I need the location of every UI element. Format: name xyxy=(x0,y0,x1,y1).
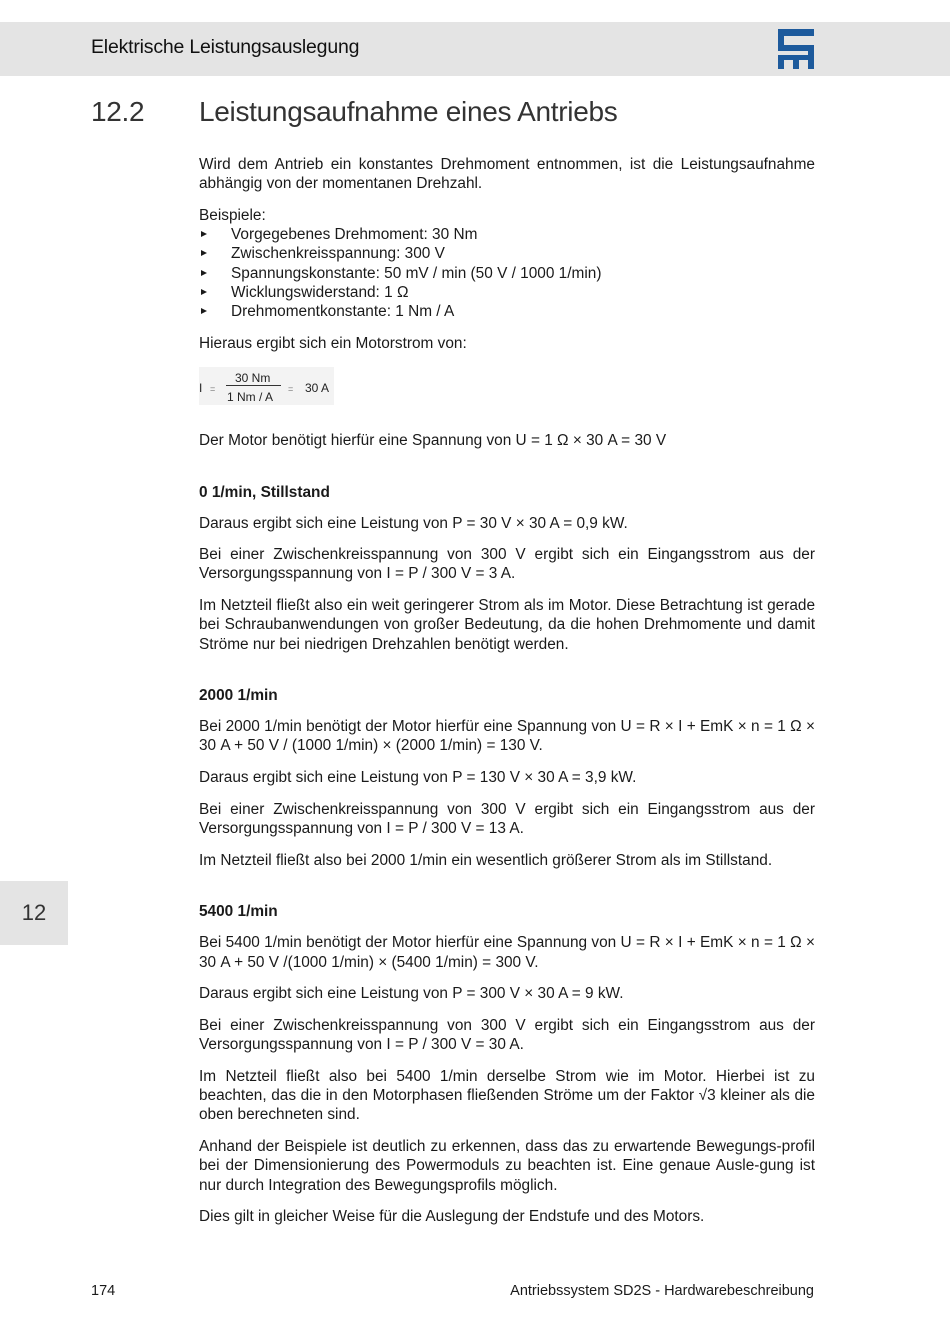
footer-document-title: Antriebssystem SD2S - Hardwarebeschreibung xyxy=(510,1283,814,1299)
motor-current-text: Hieraus ergibt sich ein Motorstrom von: xyxy=(199,334,467,352)
paragraph: Bei 2000 1/min benötigt der Motor hierfür eine Spannung von U = R × I + EmK × n = 1 Ω × 30 A + 50 V / (1000 1/min) × (2000 1/min) = 130 V. xyxy=(199,718,815,755)
formula-denominator: 1 Nm / A xyxy=(227,389,274,404)
chapter-tab: 12 xyxy=(0,881,68,945)
list-item: Drehmomentkonstante: 1 Nm / A xyxy=(199,302,815,321)
paragraph: Bei einer Zwischenkreisspannung von 300 V ergibt sich ein Eingangsstrom aus der Versorgungsspannung von I = P / 300 V = 13 A. xyxy=(199,800,815,838)
current-formula xyxy=(199,367,334,405)
list-item: Spannungskonstante: 50 mV / min (50 V / 1000 1/min) xyxy=(199,264,815,283)
subsection-heading: 0 1/min, Stillstand xyxy=(199,483,330,501)
paragraph: Im Netzteil fließt also bei 5400 1/min derselbe Strom wie im Motor. Hierbei ist zu beachten, das die in den Motorphasen fließenden Ströme um der Faktor √3 kleiner als die oben berechneten sind. xyxy=(199,1067,815,1124)
intro-paragraph: Wird dem Antrieb ein konstantes Drehmoment entnommen, ist die Leistungsaufnahme abhängig von der momentanen Drehzahl. xyxy=(199,156,815,193)
paragraph: Bei einer Zwischenkreisspannung von 300 V ergibt sich ein Eingangsstrom aus der Versorgungsspannung von I = P / 300 V = 30 A. xyxy=(199,1017,815,1054)
company-logo-icon xyxy=(778,29,814,69)
examples-list xyxy=(199,225,815,321)
page-number: 174 xyxy=(91,1283,116,1299)
formula-equals: = xyxy=(288,383,294,394)
list-item: Zwischenkreisspannung: 300 V xyxy=(199,244,815,263)
formula-equals: = xyxy=(210,383,216,394)
formula-numerator: 30 Nm xyxy=(235,370,271,385)
paragraph: Anhand der Beispiele ist deutlich zu erkennen, dass das zu erwartende Bewegungs-profil bei der Dimensionierung des Powermoduls zu beachten ist. Eine genaue Ausle-gung ist nur durch Integration des Bewegungsprofils möglich. xyxy=(199,1138,815,1194)
section-title: Leistungsaufnahme eines Antriebs xyxy=(199,96,618,127)
paragraph: Im Netzteil fließt also bei 2000 1/min ein wesentlich größerer Strom als im Stillstand. xyxy=(199,851,773,869)
section-number: 12.2 xyxy=(91,96,145,127)
examples-label: Beispiele: xyxy=(199,206,266,224)
paragraph: Daraus ergibt sich eine Leistung von P = 300 V × 30 A = 9 kW. xyxy=(199,985,624,1003)
paragraph: Dies gilt in gleicher Weise für die Auslegung der Endstufe und des Motors. xyxy=(199,1208,705,1226)
formula-result: 30 A xyxy=(305,380,330,395)
paragraph: Im Netzteil fließt also ein weit geringerer Strom als im Motor. Diese Betrachtung ist gerade bei Schraubanwendungen von großer Bedeutung, da die hohen Drehmomente und damit Ströme nur bei niedrigen Drehzahlen benötigt werden. xyxy=(199,597,815,653)
voltage-text: Der Motor benötigt hierfür eine Spannung von U = 1 Ω × 30 A = 30 V xyxy=(199,431,667,449)
paragraph: Bei einer Zwischenkreisspannung von 300 V ergibt sich ein Eingangsstrom aus der Versorgungsspannung von I = P / 300 V = 3 A. xyxy=(199,546,815,583)
paragraph: Daraus ergibt sich eine Leistung von P = 130 V × 30 A = 3,9 kW. xyxy=(199,769,637,787)
paragraph: Bei 5400 1/min benötigt der Motor hierfür eine Spannung von U = R × I + EmK × n = 1 Ω × 30 A + 50 V /(1000 1/min) × (5400 1/min) = 300 V. xyxy=(199,934,815,971)
main-content xyxy=(199,155,815,1239)
paragraph: Daraus ergibt sich eine Leistung von P = 30 V × 30 A = 0,9 kW. xyxy=(199,514,628,532)
fraction-bar xyxy=(226,385,281,386)
subsection-heading: 5400 1/min xyxy=(199,903,278,921)
list-item: Vorgegebenes Drehmoment: 30 Nm xyxy=(199,225,815,244)
formula-lhs: I xyxy=(199,380,203,395)
list-item: Wicklungswiderstand: 1 Ω xyxy=(199,283,815,302)
subsection-heading: 2000 1/min xyxy=(199,687,278,705)
header-title: Elektrische Leistungsauslegung xyxy=(91,36,360,58)
